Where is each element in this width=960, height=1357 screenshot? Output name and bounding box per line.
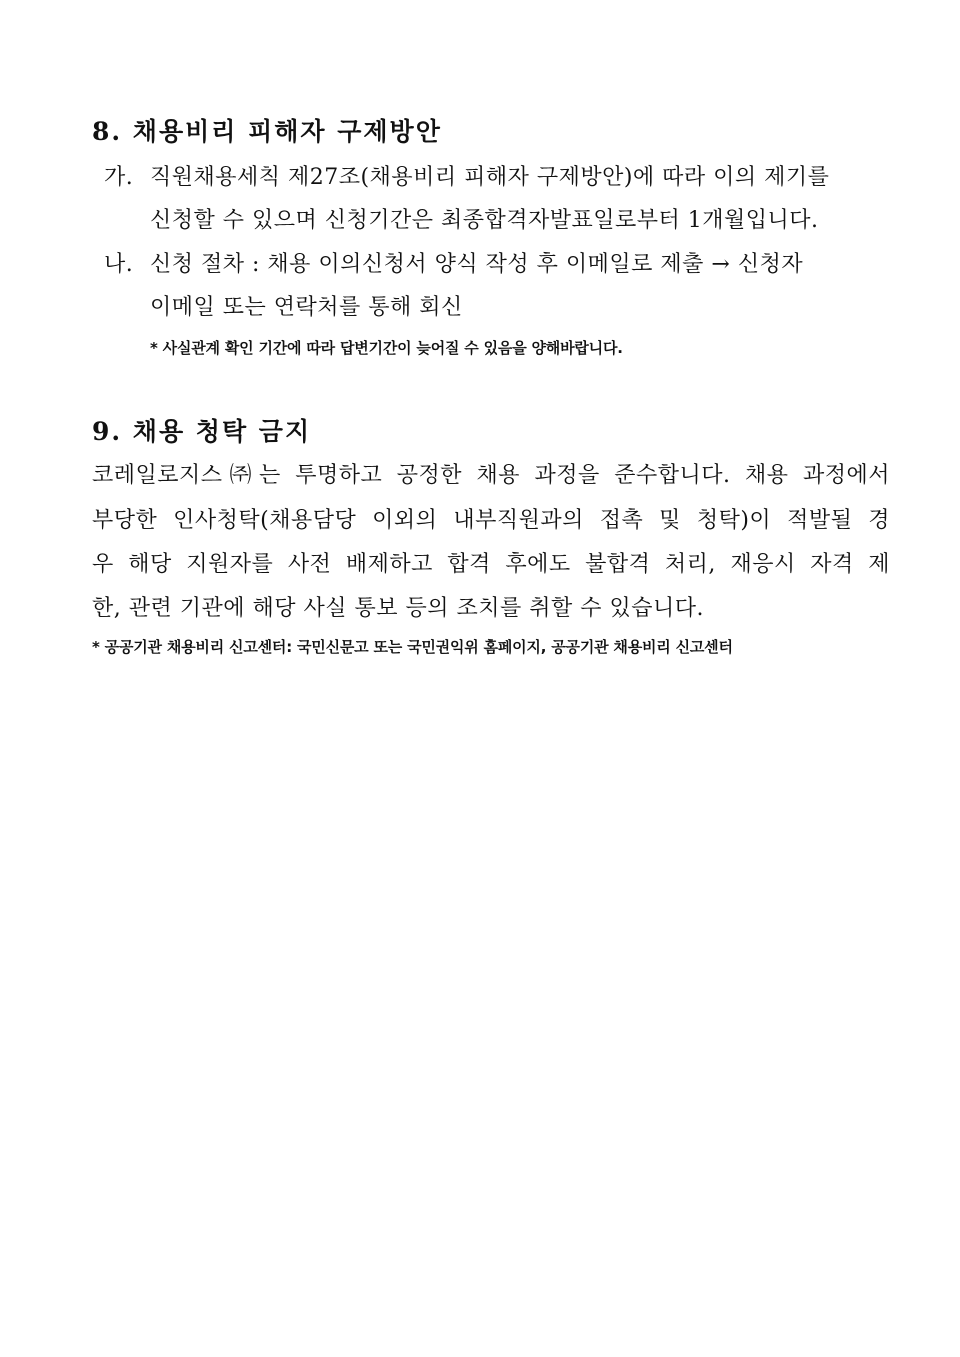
section-9-note: * 공공기관 채용비리 신고센터: 국민신문고 또는 국민권익위 홈페이지, 공공기관 채용비리 신고센터 bbox=[92, 638, 733, 656]
item-ga-text-1: 직원채용세칙 제27조(채용비리 피해자 구제방안)에 따라 이의 제기를 bbox=[150, 165, 830, 190]
section-9-title: 9. 채용 청탁 금지 bbox=[92, 417, 312, 446]
item-ga-line2: 신청할 수 있으며 신청기간은 최종합격자발표일로부터 1개월입니다. bbox=[150, 208, 819, 233]
section-9-paragraph-line1: 코레일로지스㈜는 투명하고 공정한 채용 과정을 준수합니다. 채용 과정에서 bbox=[92, 463, 890, 488]
section-9-paragraph-line3: 우 해당 지원자를 사전 배제하고 합격 후에도 불합격 처리, 재응시 자격 제 bbox=[92, 552, 890, 577]
section-9-paragraph-line2: 부당한 인사청탁(채용담당 이외의 내부직원과의 접촉 및 청탁)이 적발될 경 bbox=[92, 508, 890, 533]
section-9-paragraph-line4: 한, 관련 기관에 해당 사실 통보 등의 조치를 취할 수 있습니다. bbox=[92, 596, 704, 621]
item-na-marker: 나. bbox=[104, 252, 134, 277]
section-8-title: 8. 채용비리 피해자 구제방안 bbox=[92, 117, 442, 146]
item-ga-marker: 가. bbox=[104, 165, 134, 190]
item-na-text-1: 신청 절차 : 채용 이의신청서 양식 작성 후 이메일로 제출 → 신청자 bbox=[150, 252, 804, 277]
item-na-line1 bbox=[104, 247, 890, 278]
item-na-line2: 이메일 또는 연락처를 통해 회신 bbox=[150, 295, 463, 320]
item-ga-line1 bbox=[104, 160, 890, 191]
section-8-note: * 사실관계 확인 기간에 따라 답변기간이 늦어질 수 있음을 양해바랍니다. bbox=[150, 339, 623, 357]
